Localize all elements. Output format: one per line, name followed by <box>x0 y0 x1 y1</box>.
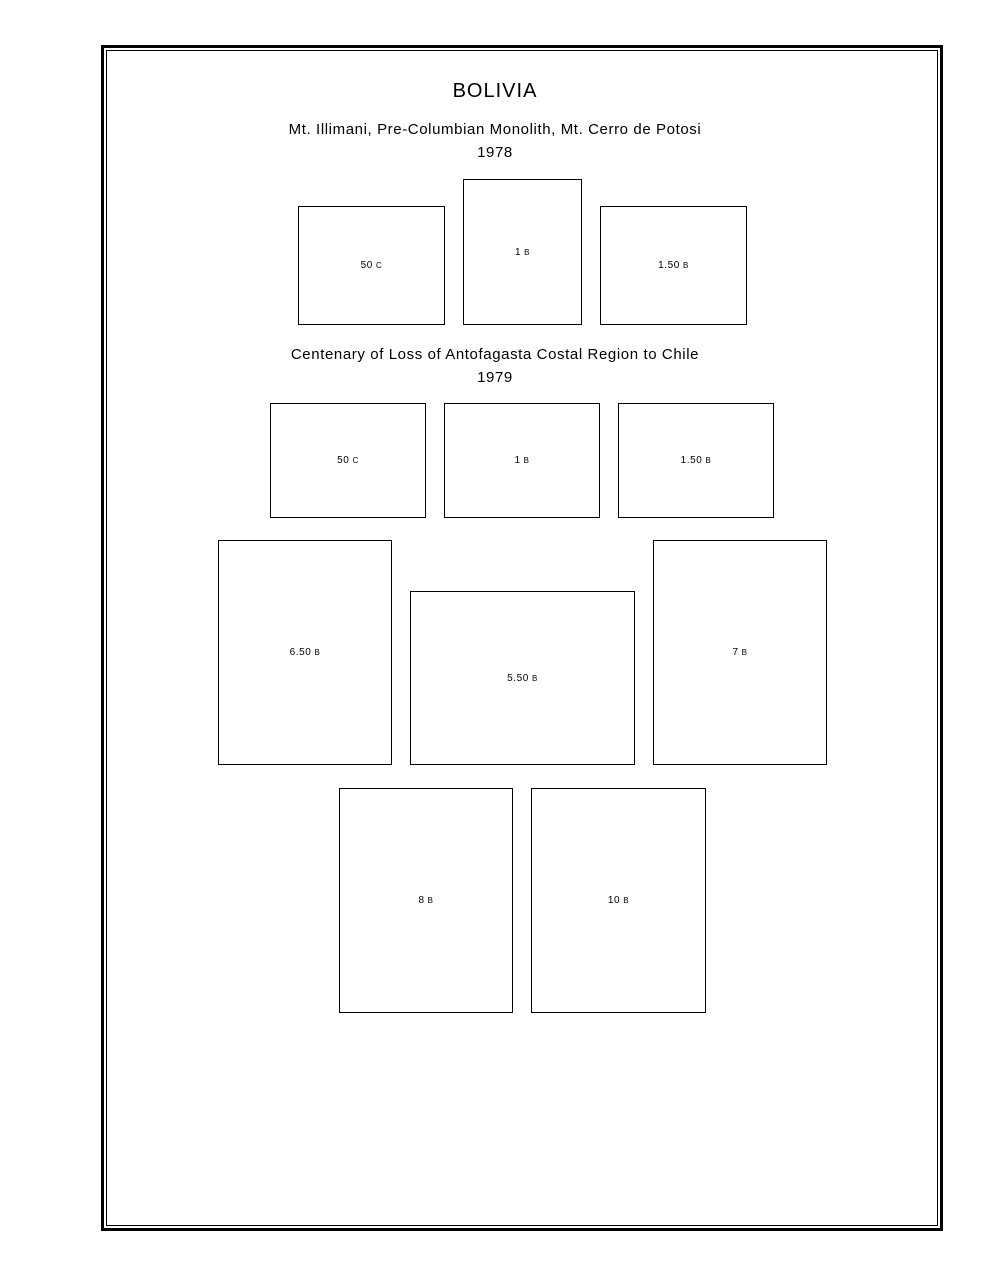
country-title: BOLIVIA <box>452 80 538 102</box>
stamp-slot <box>600 206 747 325</box>
stamp-slot <box>531 788 706 1013</box>
issue-year-1979: 1979 <box>477 369 513 386</box>
issue-year-1978: 1978 <box>477 144 513 161</box>
stamp-slot <box>444 403 600 518</box>
stamp-denomination: 50 C <box>337 455 359 466</box>
stamp-slot <box>618 403 774 518</box>
stamp-denomination: 1.50 B <box>658 260 689 271</box>
stamp-denomination: 1 B <box>514 246 531 258</box>
stamp-denomination: 7 B <box>732 647 748 658</box>
stamp-denomination: 10 B <box>607 895 630 906</box>
stamp-slot <box>463 179 582 325</box>
stamp-slot <box>410 591 635 765</box>
stamp-denomination: 8 B <box>418 895 434 906</box>
stamp-slot <box>218 540 392 765</box>
stamp-slot <box>298 206 445 325</box>
stamp-slot <box>653 540 827 765</box>
stamp-denomination: 50 C <box>360 260 383 271</box>
stamp-slot <box>270 403 426 518</box>
stamp-denomination: 1.50 B <box>680 455 712 466</box>
stamp-denomination: 6.50 B <box>289 647 321 658</box>
issue-title-1979: Centenary of Loss of Antofagasta Costal Region to Chile <box>290 346 700 363</box>
stamp-denomination: 1 B <box>514 455 530 466</box>
issue-title-1978: Mt. Illimani, Pre-Columbian Monolith, Mt. Cerro de Potosi <box>288 121 702 138</box>
stamp-slot <box>339 788 513 1013</box>
stamp-denomination: 5.50 B <box>507 672 538 684</box>
